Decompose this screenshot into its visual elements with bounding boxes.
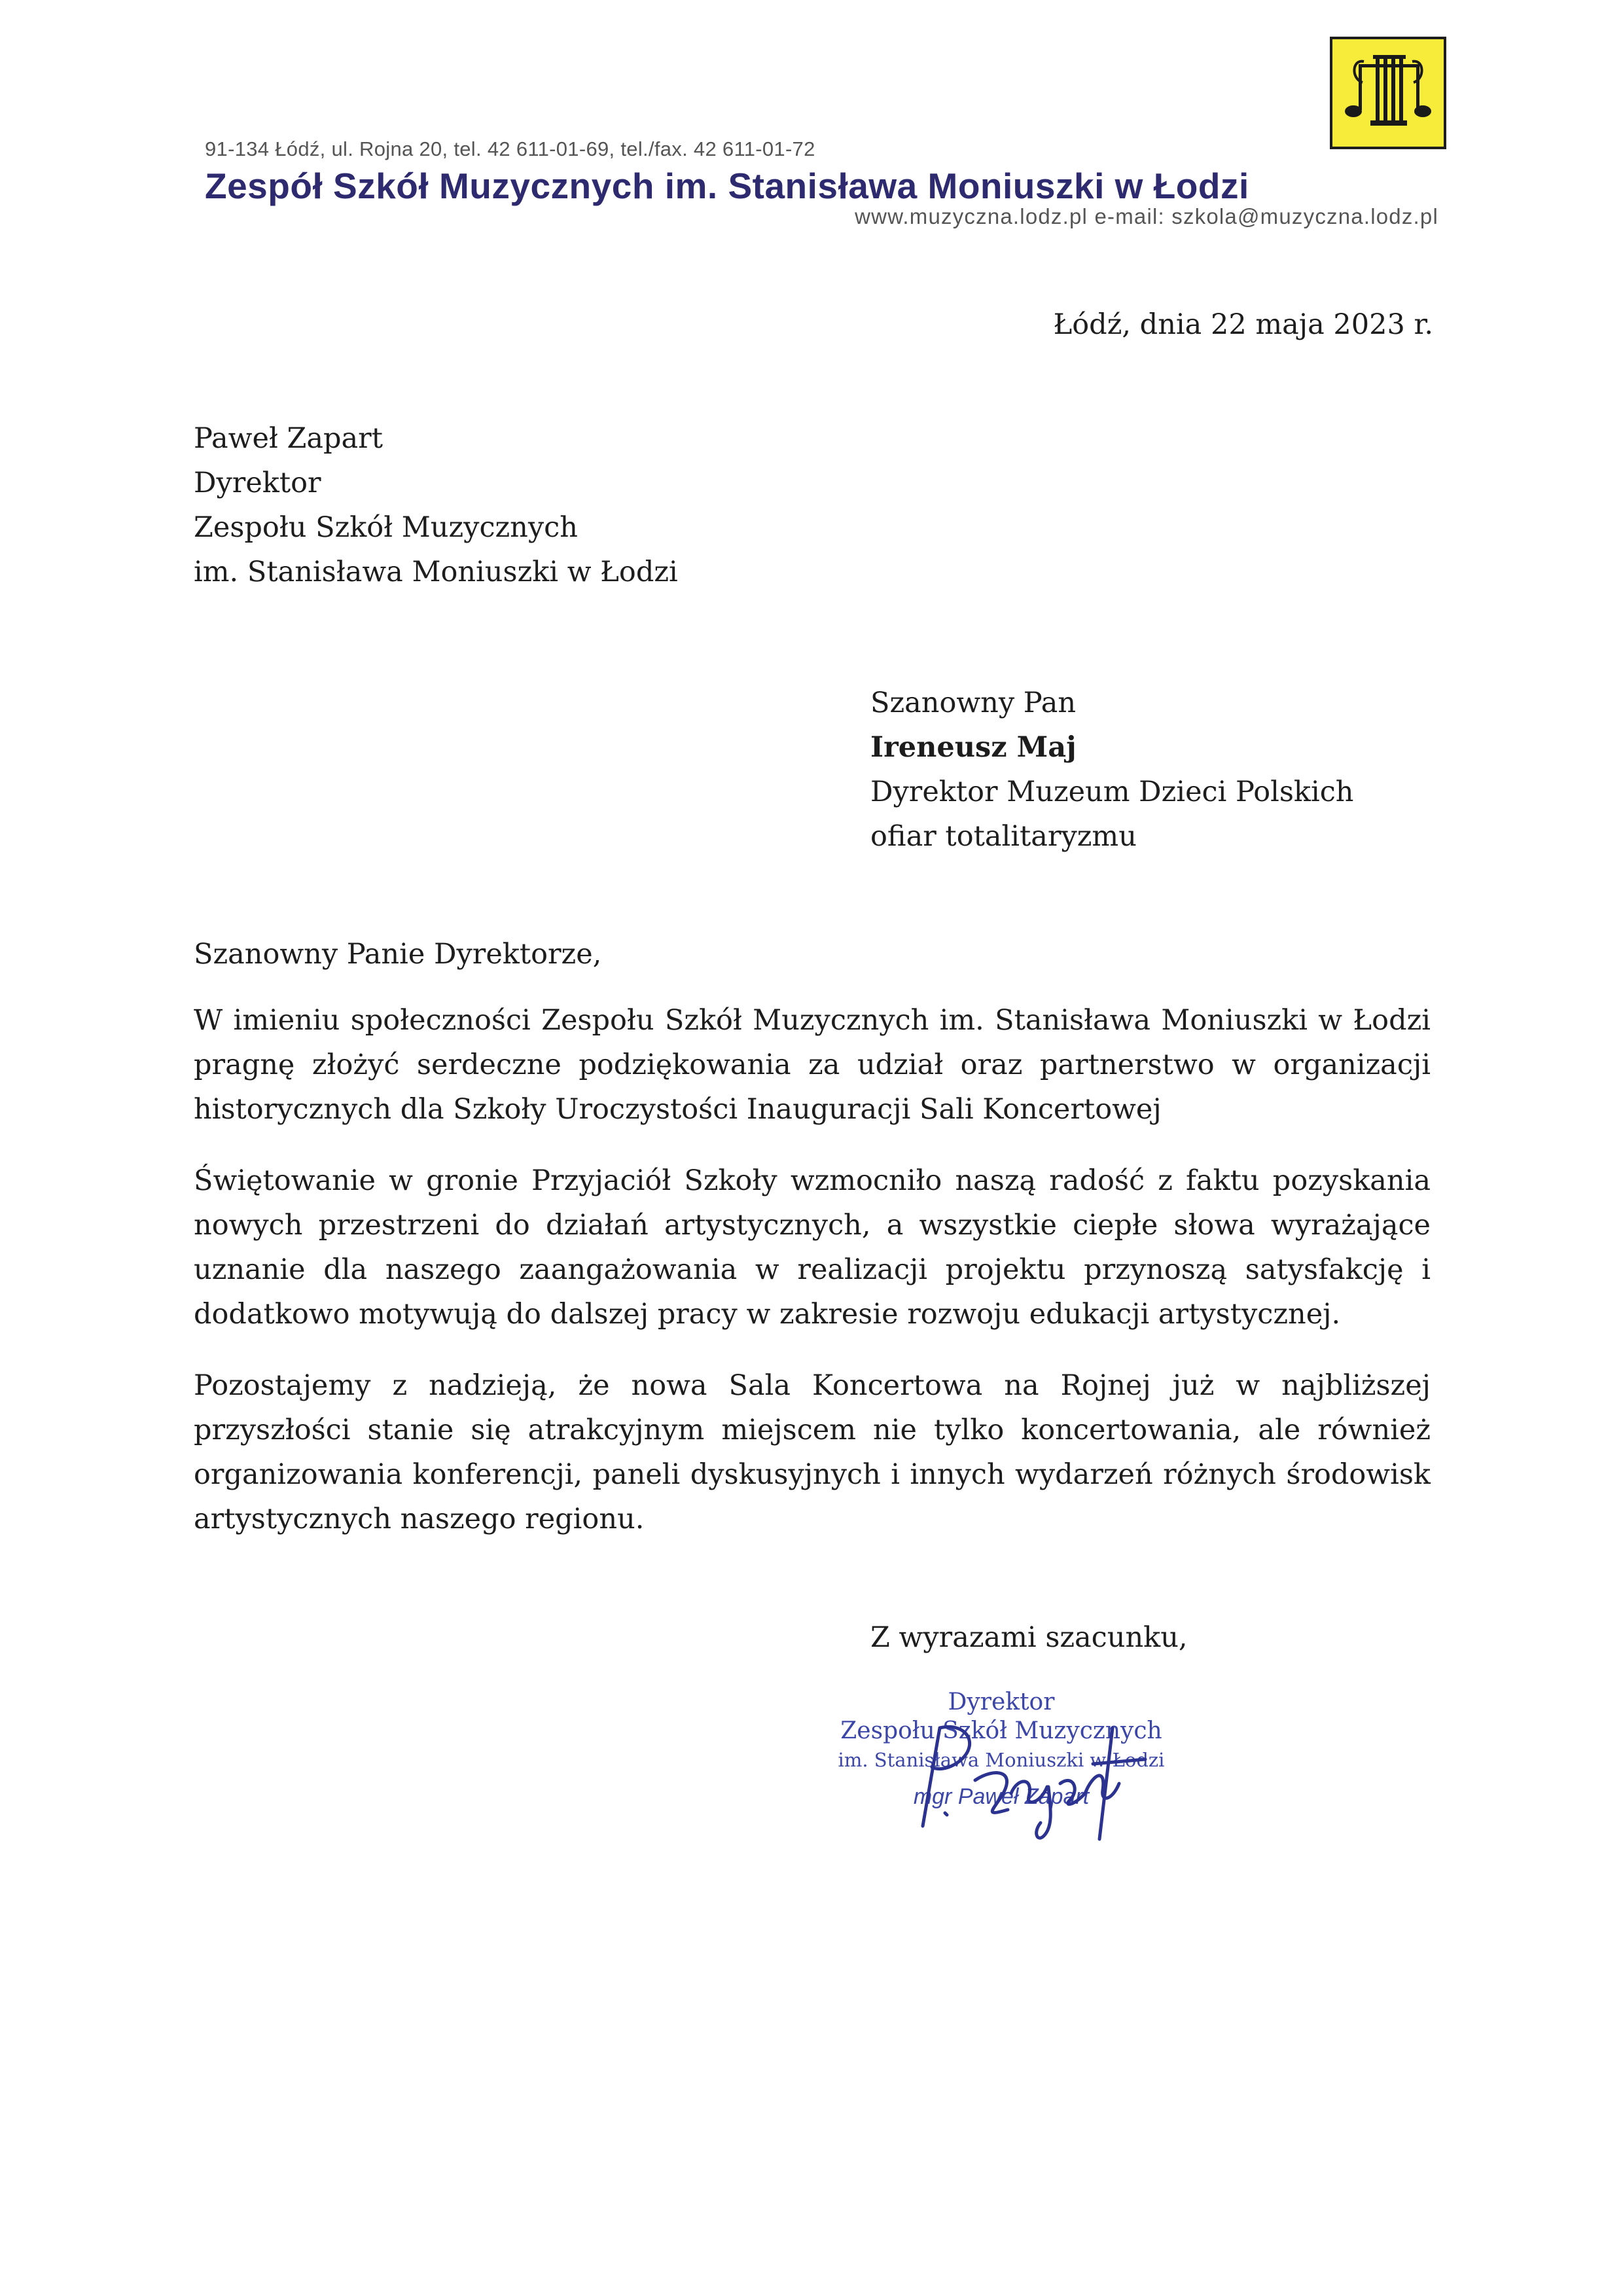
body-paragraph: Pozostajemy z nadzieją, że nowa Sala Koncertowa na Rojnej już w najbliższej przyszłości stanie się atrakcyjnym miejscem nie tylko koncertowania, ale również organizowania konferencji, paneli dyskusyjnych i innych wydarzeń różnych środowisk artystycznych naszego regionu. [194, 1369, 1431, 1535]
letterhead-contact: www.muzyczna.lodz.pl e-mail: szkola@muzyczna.lodz.pl [855, 204, 1438, 228]
director-stamp [831, 1689, 1198, 1846]
body-paragraph: Świętowanie w gronie Przyjaciół Szkoły wzmocniło naszą radość z faktu pozyskania nowych przestrzeni do działań artystycznych, a wszystkie ciepłe słowa wyrażające uznanie dla naszego zaangażowania w realizacji projektu przynoszą satysfakcję i dodatkowo motywują do dalszej pracy w zakresie rozwoju edukacji artystycznej. [194, 1164, 1431, 1331]
body-paragraph: W imieniu społeczności Zespołu Szkół Muzycznych im. Stanisława Moniuszki w Łodzi pragnę złożyć serdeczne podziękowania za udział oraz partnerstwo w organizacji historycznych dla Szkoły Uroczystości Inauguracji Sali Koncertowej [194, 1004, 1431, 1126]
letterhead-address: 91-134 Łódź, ul. Rojna 20, tel. 42 611-01-69, tel./fax. 42 611-01-72 [205, 137, 815, 160]
salutation: Szanowny Panie Dyrektorze, [194, 938, 602, 971]
letter-date: Łódź, dnia 22 maja 2023 r. [1053, 308, 1433, 341]
recipient-title-line-1: Dyrektor Muzeum Dzieci Polskich [870, 776, 1354, 808]
sender-name: Paweł Zapart [194, 422, 383, 455]
letterhead-school-name: Zespół Szkół Muzycznych im. Stanisława Moniuszki w Łodzi [205, 166, 1249, 206]
sender-title: Dyrektor [194, 467, 321, 499]
music-lyre-notes-icon [1332, 39, 1444, 147]
closing: Z wyrazami szacunku, [870, 1621, 1188, 1654]
stamp-line-1: Dyrektor [948, 1689, 1055, 1715]
school-logo [1330, 37, 1446, 149]
stamp-line-2: Zespołu Szkół Muzycznych [840, 1717, 1162, 1744]
sender-org-line-2: im. Stanisława Moniuszki w Łodzi [194, 556, 678, 588]
recipient-greeting: Szanowny Pan [870, 687, 1077, 719]
recipient-name: Ireneusz Maj [870, 731, 1077, 764]
recipient-block [870, 681, 1354, 859]
sender-block [194, 416, 678, 594]
recipient-title-line-2: ofiar totalitaryzmu [870, 820, 1137, 853]
stamp-line-3: im. Stanisława Moniuszki w Łodzi [838, 1749, 1165, 1771]
sender-org-line-1: Zespołu Szkół Muzycznych [194, 511, 578, 544]
stamp-line-4: mgr Paweł Zapart [913, 1784, 1090, 1809]
